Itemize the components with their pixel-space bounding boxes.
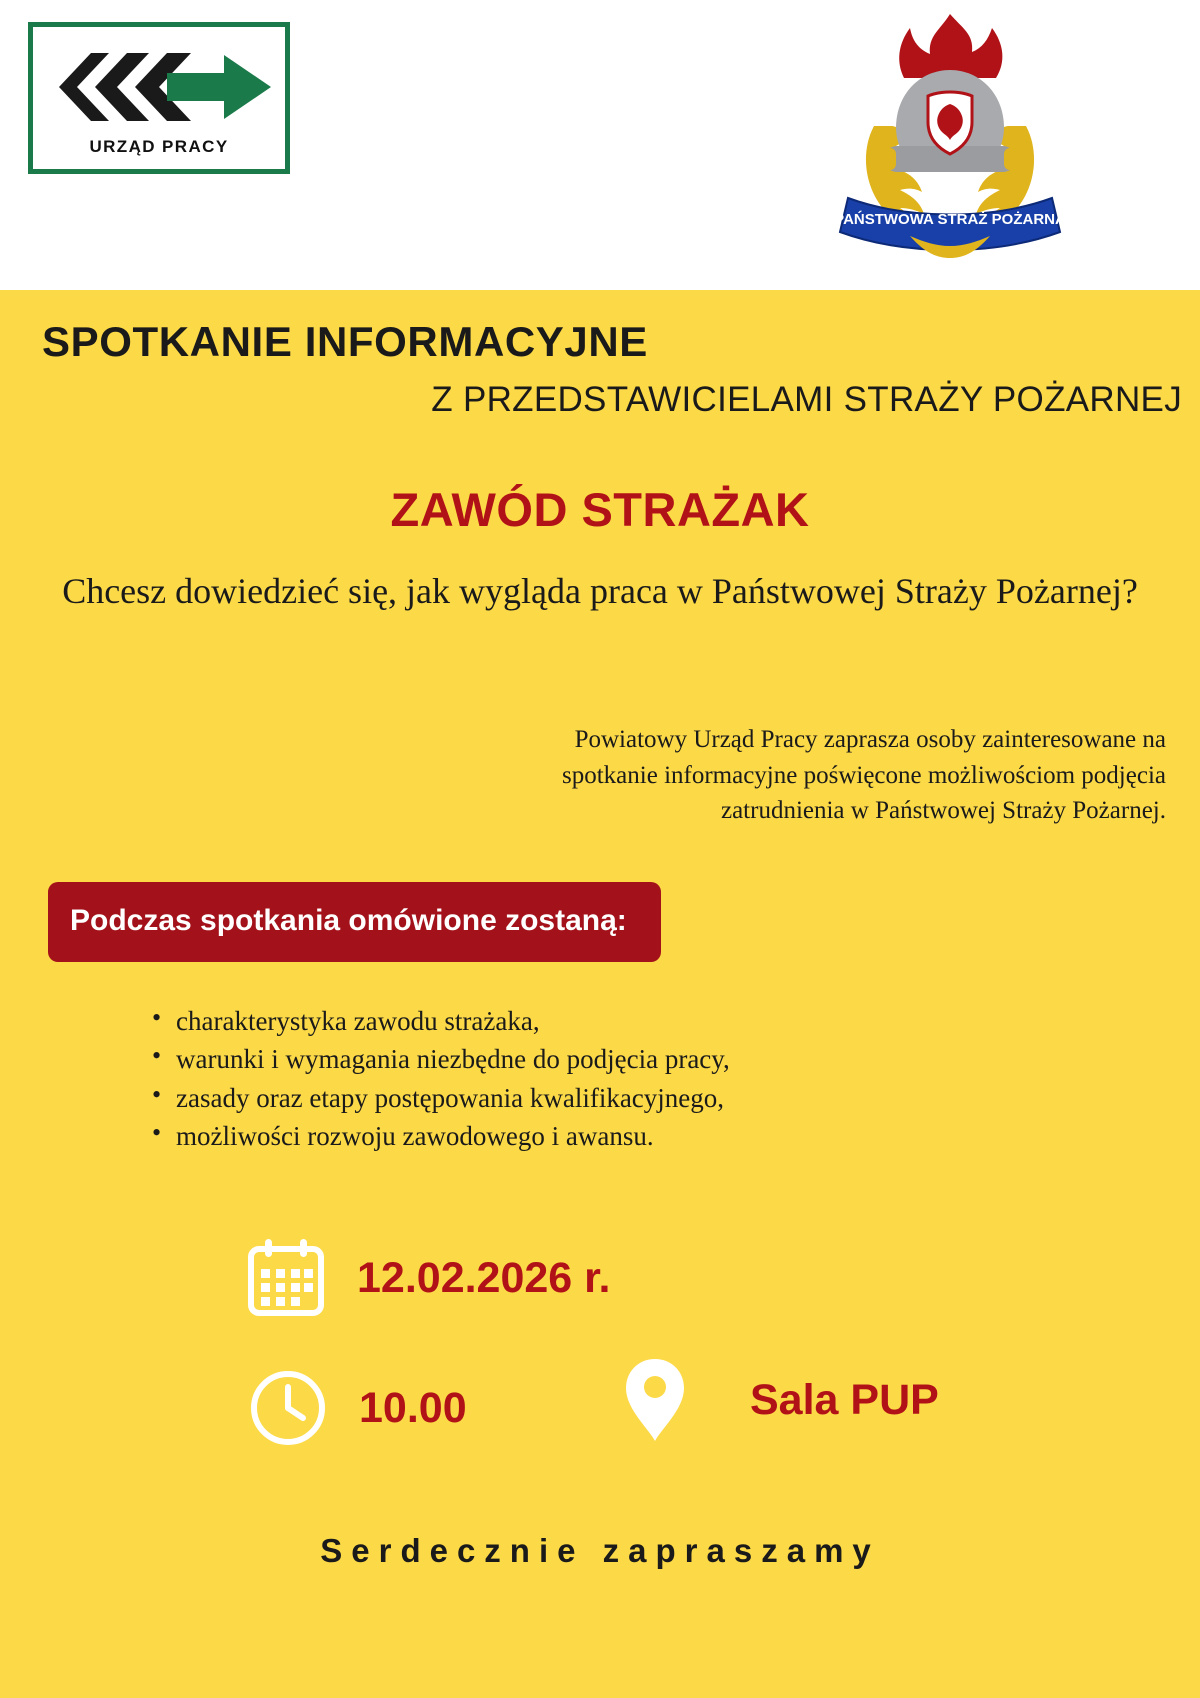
- agenda-list: [148, 1002, 730, 1155]
- event-place-row: [620, 1360, 939, 1440]
- event-place: Sala PUP: [750, 1375, 939, 1424]
- panstwowa-straz-pozarna-logo: [830, 8, 1070, 266]
- urzad-pracy-label: URZĄD PRACY: [89, 137, 229, 156]
- calendar-icon: [243, 1235, 329, 1321]
- closing-line: Serdecznie zapraszamy: [320, 1532, 880, 1569]
- page-title: SPOTKANIE INFORMACYJNE: [42, 318, 648, 365]
- agenda-banner: Podczas spotkania omówione zostaną:: [48, 882, 661, 962]
- profession-headline: ZAWÓD STRAŻAK: [390, 483, 810, 536]
- event-date: 12.02.2026 r.: [357, 1253, 611, 1302]
- arrows-icon: [49, 45, 279, 130]
- event-date-row: [243, 1235, 610, 1321]
- page-subtitle: Z PRZEDSTAWICIELAMI STRAŻY POŻARNEJ: [431, 380, 1182, 419]
- urzad-pracy-logo: [28, 22, 290, 174]
- list-item: • warunki i wymagania niezbędne do podjęcia pracy,: [148, 1040, 730, 1078]
- intro-paragraph: Powiatowy Urząd Pracy zaprasza osoby zainteresowane na spotkanie informacyjne poświęcone możliwościom podjęcia zatrudnienia w Państwowej Straży Pożarnej.: [562, 726, 1166, 824]
- clock-icon: [245, 1365, 331, 1451]
- location-pin-icon: [620, 1360, 690, 1440]
- event-time-row: [245, 1365, 467, 1451]
- poster-header: [0, 0, 1200, 290]
- lead-question: Chcesz dowiedzieć się, jak wygląda praca w Państwowej Straży Pożarnej?: [62, 571, 1138, 611]
- event-time: 10.00: [359, 1383, 467, 1432]
- list-item: • możliwości rozwoju zawodowego i awansu.: [148, 1117, 730, 1155]
- poster-body: [0, 290, 1200, 1698]
- psp-banner-text: PAŃSTWOWA STRAŻ POŻARNA: [834, 211, 1066, 228]
- list-item: • zasady oraz etapy postępowania kwalifikacyjnego,: [148, 1079, 730, 1117]
- list-item: • charakterystyka zawodu strażaka,: [148, 1002, 730, 1040]
